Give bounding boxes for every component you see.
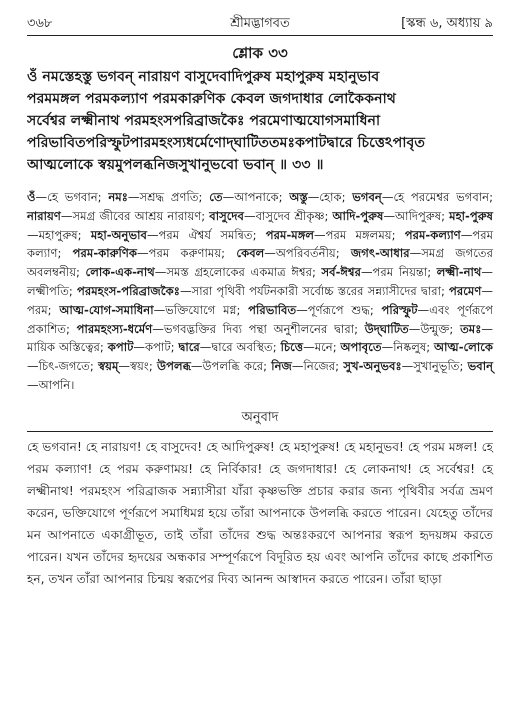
synonym-meaning: —মায়িক অস্তিত্বের; [27,321,493,355]
synonym-meaning: —নিজের; [291,359,344,374]
synonym-word: চিত্তে [280,340,304,355]
verse-text [27,66,493,176]
synonym-word: নমঃ [108,190,128,204]
synonym-meaning: —পরম; [27,283,493,317]
synonym-word: দ্বারে [178,340,200,355]
translation-text: হে ভগবান! হে নারায়ণ! হে বাসুদেব! হে আদিপুরুষ! হে মহাপুরুষ! হে মহানুভব! হে পরম মঙ্গল! হে পরম কল্যাণ! হে পরম করুণাময়! হে নির্বিকার! হে জগদাধার! হে লোকনাথ! হে সর্বেশ্বর! হে লক্ষ্মীনাথ! পরমহংস পরিব্রাজক সন্ন্যাসীরা যাঁরা কৃষ্ণভক্তি প্রচার করার জন্য পৃথিবীর সর্বত্র ভ্রমণ করেন, ভক্তিযোগে পূর্ণরূপে সমাধিমগ্ন হয়ে তাঁরা আপনাকে উপলব্ধি করতে পারেন। যেহেতু তাঁদের মন আপনাতে একাগ্রীভূত, তাই তাঁরা তাঁদের শুদ্ধ অন্তঃকরণে আপনার স্বরূপ হৃদয়ঙ্গম করতে পারেন। যখন তাঁদের হৃদয়ের অন্ধকার সম্পূর্ণরূপে বিদূরিত হয় এবং আপনি তাঁদের কাছে প্রকাশিত হন, তখন তাঁরা আপনার চিন্ময় স্বরূপের দিব্য আনন্দ আস্বাদন করতে পারেন। তাঁরা ছাড়া [27,439,493,586]
synonym-meaning: —পরম মঙ্গলময়; [314,227,405,242]
synonym-meaning: —আপনি। [27,377,75,392]
verse-line: সর্বেশ্বর লক্ষ্মীনাথ পরমহংসপরিব্রাজকৈঃ পরমেণাত্মযোগসমাধিনা [27,113,381,129]
synonym-word: আদি-পুরুষ [332,208,384,223]
synonym-word: তমঃ [460,321,482,336]
synonym-meaning: —আপনাকে; [222,190,290,204]
synonym-meaning: —সমগ্র জীবের আশ্রয় নারায়ণ; [60,208,210,223]
synonym-word: উদ্‌ঘাটিত [364,321,409,336]
synonym-word: ভগবন্ [352,190,382,204]
synonym-word: পরম-কারুণিক [72,246,137,261]
synonym-word: অস্তু [289,190,308,204]
synonym-meaning: —লক্ষ্মীপতি; [27,265,493,298]
synonym-word: মহা-পুরুষ [449,208,493,223]
page-number: ৩৬৮ [27,16,53,31]
synonym-word: পারমহংস্য-ধর্মেণ [76,321,153,336]
synonym-word: পরমেণ [449,283,482,298]
synonym-word: স্বয়ম্ [98,359,119,374]
verse-line: ওঁ নমস্তেহস্তু ভগবন্ নারায়ণ বাসুদেবাদিপুরুষ মহাপুরুষ মহানুভাব [27,69,380,85]
synonym-word: পরিস্ফুট [381,302,418,317]
synonym-meaning: —পরম ঐশ্বর্য সমন্বিত; [146,227,266,242]
page [27,8,493,590]
synonym-word: লক্ষ্মী-নাথ [436,265,482,280]
chapter-reference: [স্কন্ধ ৬, অধ্যায় ৯ [401,16,493,31]
synonym-word: পরম-মঙ্গল [265,227,315,242]
synonym-meaning: —হোক; [307,190,353,204]
page-header [27,8,493,38]
synonym-meaning: —উন্মুক্ত; [408,321,461,336]
translation-title: অনুবাদ [241,409,279,425]
synonym-word: অপাবৃতে [340,340,382,355]
synonym-meaning: —পরম নিয়ন্তা; [360,265,437,280]
synonym-meaning: —হে ভগবান; [35,190,109,204]
synonym-meaning: —পরম করুণাময়; [136,246,237,261]
synonym-word: আত্ম-লোকে [434,340,494,355]
synonym-meaning: —সশ্রদ্ধ প্রণতি; [127,190,210,204]
synonym-meaning: —সারা পৃথিবী পর্যটনকারী সর্বোচ্চ স্তরের সন্ন্যাসীদের দ্বারা; [179,283,450,298]
book-title: শ্রীমদ্ভাগবত [230,16,290,31]
synonym-meaning: —বাসুদেব শ্রীকৃষ্ণ; [243,208,333,223]
synonym-word: জগৎ-আধার [350,246,410,261]
synonym-word: নিজ [271,359,292,374]
synonym-word: ওঁ [27,190,36,204]
synonym-meaning: —কপাট; [133,340,179,355]
synonym-meaning: —এবং পূর্ণরূপে প্রকাশিত; [27,302,493,336]
synonym-meaning: —দ্বারে অবস্থিত; [199,340,281,355]
synonym-word: তে [209,190,223,204]
synonym-meaning: —মহাপুরুষ; [27,227,91,242]
header-divider [27,35,493,36]
synonym-meaning: —পরম কল্যাণ; [27,227,494,261]
synonym-word: পরমহংস-পরিব্রাজকৈঃ [76,283,180,298]
synonym-meaning: —সুখানুভূতি; [401,359,468,374]
verse-title: শ্লোক ৩৩ [232,44,288,62]
synonym-word: কেবল [236,246,265,261]
synonym-word: পরম-কল্যাণ [404,227,461,242]
synonym-meaning: —সমগ্র জগতের অবলম্বনীয়; [27,246,494,280]
synonym-word: কপাট [107,340,134,355]
synonym-meaning: —উপলব্ধি করে; [190,359,272,374]
verse-line: পরমমঙ্গল পরমকল্যাণ পরমকারুণিক কেবল জগদাধার লোকৈকনাথ [27,91,396,107]
synonym-word: ভবান্ [467,359,494,374]
synonym-meaning: —পূর্ণরূপে শুদ্ধ; [296,302,382,317]
synonym-meaning: —ভগবদ্ভক্তির দিব্য পন্থা অনুশীলনের দ্বারা; [152,321,365,336]
synonym-meaning: —আদিপুরুষ; [383,208,450,223]
synonym-word: সর্ব-ঈশ্বর [321,265,361,280]
synonym-meaning: —ভক্তিযোগে মগ্ন; [153,302,249,317]
synonym-word: পরিভাবিত [248,302,297,317]
synonym-meaning: —স্বয়ং; [118,359,158,374]
synonym-word: আত্ম-যোগ-সমাধিনা [59,302,154,317]
synonym-meaning: —নিষ্কলুষ; [381,340,435,355]
synonym-meaning: —হে পরমেশ্বর ভগবান; [381,190,493,204]
synonym-word: মহা-অনুভাব [90,227,147,242]
translation-divider [27,431,493,432]
verse-line: পরিভাবিতপরিস্ফুটপারমহংস্যধর্মেণোদ্‌ঘাটিততমঃকপাটদ্বারে চিত্তেঽপাবৃত [27,135,426,151]
synonym-word: সুখ-অনুভবঃ [343,359,402,374]
synonym-word: উপলব্ধ [157,359,191,374]
synonym-meaning: —মনে; [303,340,341,355]
synonym-meaning: —সমস্ত গ্রহলোকের একমাত্র ঈশ্বর; [154,265,322,280]
synonym-meaning: —অপরিবর্তনীয়; [264,246,351,261]
synonym-word: বাসুদেব [209,208,244,223]
synonym-word: নারায়ণ [27,208,61,223]
synonym-word: লোক-এক-নাথ [85,265,155,280]
word-meanings [27,188,493,395]
synonym-meaning: —চিৎ-জগতে; [27,359,99,374]
verse-line: আত্মলোকে স্বয়মুপলব্ধনিজসুখানুভবো ভবান্ ॥ ৩৩ ॥ [27,157,324,173]
